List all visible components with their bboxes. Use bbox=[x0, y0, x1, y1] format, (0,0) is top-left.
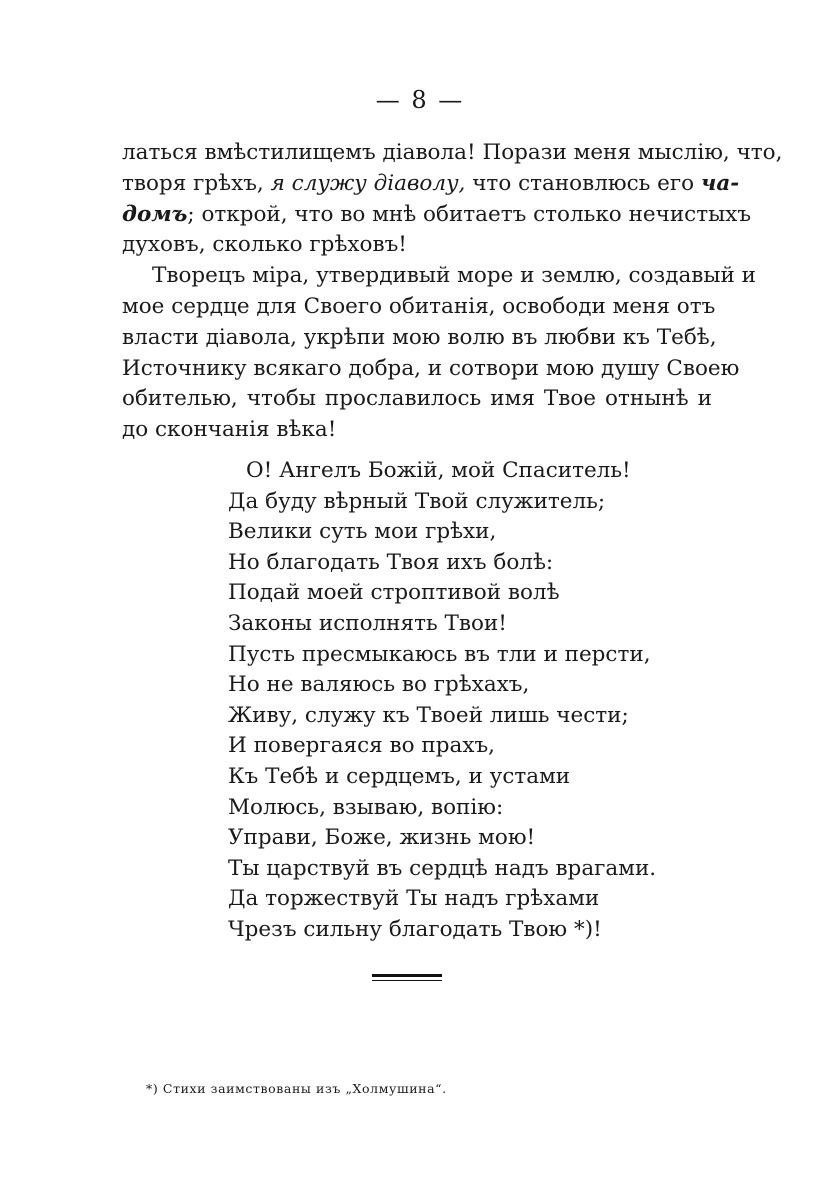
poem-line: Ты царствуй въ сердцѣ надъ врагами. bbox=[228, 855, 657, 881]
footnote: *) Стихи заимствованы изъ „Холмушина“. bbox=[146, 1081, 447, 1096]
paragraph-2-line-2: мое сердце для Своего обитанія, освободи меня отъ bbox=[122, 293, 716, 319]
poem-line: Пусть пресмыкаюсь въ тли и персти, bbox=[228, 641, 651, 667]
emphasized-word-end: домъ bbox=[122, 201, 188, 227]
poem-line: Но не валяюсь во грѣхахъ, bbox=[228, 672, 530, 698]
poem-line: Живу, служу къ Твоей лишь чести; bbox=[228, 702, 629, 728]
paragraph-2-line-4: Источнику всякаго добра, и сотвори мою душу Своею bbox=[122, 355, 740, 381]
poem-line: Законы исполнять Твои! bbox=[228, 610, 507, 636]
poem-line: Подай моей строптивой волѣ bbox=[228, 580, 560, 606]
paragraph-2-line-1: Творецъ міра, утвердивый море и землю, создавый и bbox=[152, 263, 756, 289]
section-divider-thick bbox=[372, 974, 442, 977]
poem-line: Управи, Боже, жизнь мою! bbox=[228, 825, 536, 851]
page-number: — 8 — bbox=[375, 86, 465, 114]
prose-text bbox=[122, 138, 783, 446]
poem-line: Да торжествуй Ты надъ грѣхами bbox=[228, 886, 600, 912]
paragraph-2-line-6: до скончанія вѣка! bbox=[122, 417, 337, 443]
poem bbox=[228, 456, 657, 946]
paragraph-1-line-3 bbox=[122, 200, 752, 231]
poem-line: Молюсь, взываю, вопію: bbox=[228, 794, 504, 820]
poem-line: Но благодать Твоя ихъ болѣ: bbox=[228, 549, 554, 575]
emphasized-word-start: ча- bbox=[700, 170, 740, 196]
italic-phrase: я служу діаволу, bbox=[270, 170, 466, 196]
paragraph-1-line-4: духовъ, сколько грѣховъ! bbox=[122, 232, 407, 258]
paragraph-2-line-5: обителью, чтобы прославилось имя Твое отнынѣ и bbox=[122, 386, 712, 412]
poem-line: Велики суть мои грѣхи, bbox=[228, 519, 497, 545]
paragraph-1-line-1: латься вмѣстилищемъ діавола! Порази меня мыслію, что, bbox=[122, 140, 783, 165]
paragraph-1-line-2 bbox=[122, 169, 740, 200]
section-divider-thin bbox=[372, 980, 442, 981]
poem-line: И повергаяся во прахъ, bbox=[228, 733, 495, 759]
poem-line: Къ Тебѣ и сердцемъ, и устами bbox=[228, 763, 571, 789]
poem-line: Да буду вѣрный Твой служитель; bbox=[228, 488, 606, 514]
poem-line: О! Ангелъ Божій, мой Спаситель! bbox=[246, 458, 631, 483]
text-span: ; открой, что во мнѣ обитаетъ столько нечистыхъ bbox=[187, 201, 752, 227]
poem-line: Чрезъ сильну благодать Твою *)! bbox=[228, 916, 602, 942]
text-span: творя грѣхъ, bbox=[122, 170, 271, 196]
paragraph-1 bbox=[122, 138, 783, 261]
text-span: что становлюсь его bbox=[465, 170, 701, 196]
paragraph-2 bbox=[122, 261, 756, 446]
paragraph-2-line-3: власти діавола, укрѣпи мою волю въ любви къ Тебѣ, bbox=[122, 324, 717, 350]
